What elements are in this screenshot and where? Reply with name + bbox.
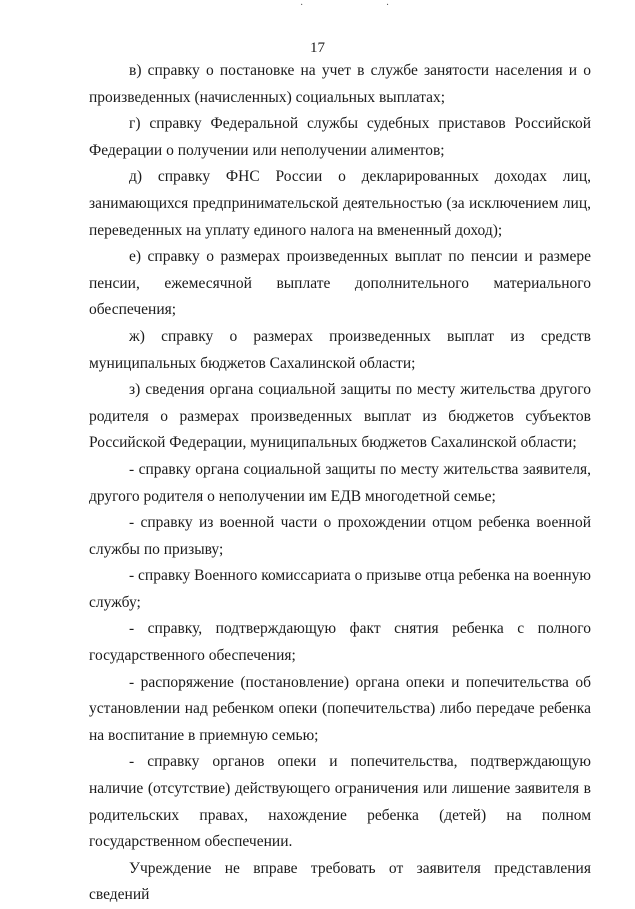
paragraph-zh: ж) справку о размерах произведенных выплат из средств муниципальных бюджетов Сахалинской области; xyxy=(89,327,591,372)
paragraph-v: в) справку о постановке на учет в службе занятости населения и о произведенных (начисленных) социальных выплатах; xyxy=(89,62,591,106)
list-item-social-protection: - справку органа социальной защиты по месту жительства заявителя, другого родителя о неполучении им ЕДВ многодетной семье; xyxy=(89,460,591,505)
page-number: 17 xyxy=(310,40,325,56)
list-item-state-support-removal: - справку, подтверждающую факт снятия ребенка с полного государственного обеспечения; xyxy=(89,620,591,665)
list-item-military-unit: - справку из военной части о прохождении отцом ребенка военной службы по призыву; xyxy=(89,514,591,558)
paragraph-g: г) справку Федеральной службы судебных приставов Российской Федерации о получении или неполучении алиментов; xyxy=(89,115,591,159)
list-item-military-commissariat: - справку Военного комиссариата о призыве отца ребенка на военную службу; xyxy=(89,567,591,611)
scan-artifact: · · xyxy=(300,0,430,11)
paragraph-d: д) справку ФНС России о декларированных доходах лиц, занимающихся предпринимательской деятельностью (за исключением лиц, переведенных на уплату единого налога на вмененный доход); xyxy=(89,168,591,239)
list-item-guardianship-order: - распоряжение (постановление) органа опеки и попечительства об установлении над ребенком опеки (попечительства) либо передаче ребенка на воспитание в приемную семью; xyxy=(89,673,591,744)
paragraph-e: е) справку о размерах произведенных выплат по пенсии и размере пенсии, ежемесячной выплате дополнительного материального обеспечения; xyxy=(89,248,591,319)
document-body xyxy=(89,58,591,909)
paragraph-z: з) сведения органа социальной защиты по месту жительства другого родителя о размерах произведенных выплат из бюджетов субъектов Российской Федерации, муниципальных бюджетов Сахалинской области; xyxy=(89,381,591,452)
list-item-guardianship-certificate: - справку органов опеки и попечительства, подтверждающую наличие (отсутствие) действующего ограничения или лишение заявителя в родительских правах, нахождение ребенка (детей) на полном государственном обеспечении. xyxy=(89,753,591,851)
paragraph-institution: Учреждение не вправе требовать от заявителя представления сведений xyxy=(89,859,591,904)
